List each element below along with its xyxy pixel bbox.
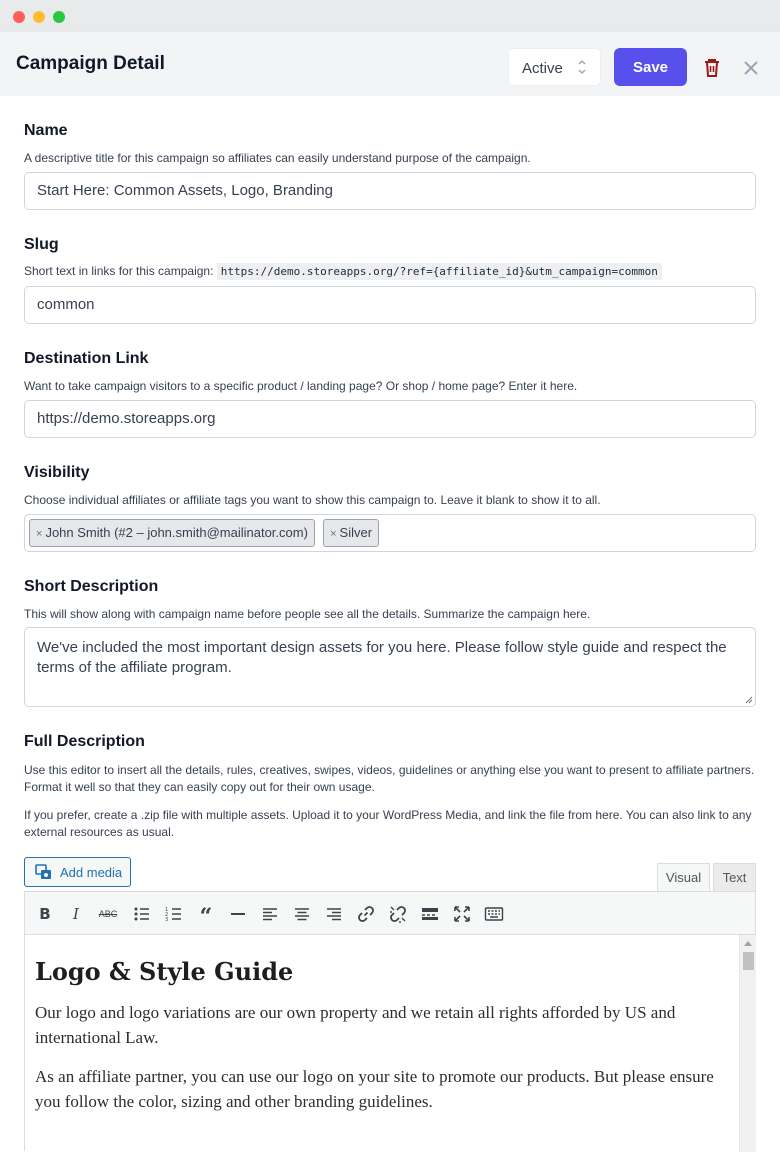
unlink-icon[interactable] (388, 904, 408, 924)
visibility-tags-input[interactable] (24, 514, 756, 552)
full-description-help-2: If you prefer, create a .zip file with multiple assets. Upload it to your WordPress Media, and link the file from here. You can also link to any external resources as usual. (24, 808, 752, 839)
tab-text[interactable]: Text (713, 863, 756, 892)
save-button[interactable]: Save (614, 48, 687, 86)
tag-label: Silver (339, 525, 373, 540)
slug-label: Slug (24, 236, 59, 253)
svg-text:3: 3 (165, 917, 169, 923)
short-description-textarea[interactable] (24, 627, 756, 707)
close-icon[interactable] (742, 59, 760, 77)
maximize-window-dot[interactable] (53, 11, 65, 23)
strikethrough-icon[interactable]: ABC (98, 909, 118, 919)
align-right-icon[interactable] (324, 904, 344, 924)
minimize-window-dot[interactable] (33, 11, 45, 23)
status-value: Active (522, 60, 563, 77)
visibility-label: Visibility (24, 464, 90, 481)
media-icon (35, 864, 53, 881)
align-left-icon[interactable] (260, 904, 280, 924)
visibility-tag[interactable] (29, 519, 315, 547)
campaign-header (0, 32, 780, 96)
visibility-tag[interactable] (323, 519, 379, 547)
editor-toolbar (25, 892, 755, 935)
slug-help-text: Short text in links for this campaign: (24, 264, 214, 278)
close-window-dot[interactable] (13, 11, 25, 23)
remove-tag-icon[interactable]: × (36, 528, 43, 540)
window-titlebar (0, 0, 780, 32)
svg-text:1: 1 (165, 907, 169, 913)
scroll-up-arrow-icon[interactable] (744, 941, 752, 946)
add-media-button[interactable] (24, 857, 131, 887)
blockquote-icon[interactable]: “ (199, 904, 213, 930)
bold-icon[interactable]: B (39, 905, 51, 923)
scroll-thumb[interactable] (743, 952, 754, 970)
rich-text-editor (24, 891, 756, 1151)
slug-example-link: https://demo.storeapps.org/?ref={affiliate_id}&utm_campaign=common (217, 263, 662, 280)
short-description-label: Short Description (24, 578, 159, 595)
updown-chevron-icon (577, 57, 587, 77)
horizontal-rule-icon[interactable] (228, 904, 248, 924)
svg-text:2: 2 (165, 912, 169, 918)
tag-label: John Smith (#2 – john.smith@mailinator.com) (45, 525, 308, 540)
name-help: A descriptive title for this campaign so affiliates can easily understand purpose of the campaign. (24, 151, 531, 165)
status-select[interactable] (508, 48, 601, 86)
add-media-label: Add media (60, 865, 123, 880)
short-description-value: We've included the most important design assets for you here. Please follow style guide and respect the terms of the affiliate program. (37, 639, 727, 676)
slug-input[interactable]: common (24, 286, 756, 324)
page-title: Campaign Detail (16, 53, 165, 74)
remove-tag-icon[interactable]: × (330, 528, 337, 540)
destination-help: Want to take campaign visitors to a specific product / landing page? Or shop / home page? Enter it here. (24, 379, 578, 393)
full-description-label: Full Description (24, 733, 145, 750)
bullet-list-icon[interactable] (132, 904, 152, 924)
destination-input[interactable]: https://demo.storeapps.org (24, 400, 756, 438)
name-label: Name (24, 122, 68, 139)
fullscreen-icon[interactable] (452, 904, 472, 924)
trash-icon[interactable] (703, 58, 721, 78)
full-description-help-1: Use this editor to insert all the details, rules, creatives, swipes, videos, guidelines or anything else you want to present to affiliate partners. Format it well so that they can easily copy out for their own usage. (24, 763, 755, 794)
short-description-help: This will show along with campaign name before people see all the details. Summarize the campaign here. (24, 607, 591, 621)
toolbar-toggle-icon[interactable] (484, 904, 504, 924)
numbered-list-icon[interactable] (164, 904, 184, 924)
visibility-help: Choose individual affiliates or affiliate tags you want to show this campaign to. Leave it blank to show it to all. (24, 493, 601, 507)
content-paragraph: As an affiliate partner, you can use our logo on your site to promote our products. But please ensure you follow the color, sizing and other branding guidelines. (35, 1067, 714, 1111)
link-icon[interactable] (356, 904, 376, 924)
align-center-icon[interactable] (292, 904, 312, 924)
content-heading: Logo & Style Guide (35, 957, 294, 986)
italic-icon[interactable]: I (73, 905, 79, 923)
slug-help (24, 264, 662, 278)
editor-content[interactable] (25, 935, 739, 1152)
editor-scrollbar[interactable] (739, 935, 756, 1152)
read-more-icon[interactable] (420, 904, 440, 924)
name-input[interactable]: Start Here: Common Assets, Logo, Branding (24, 172, 756, 210)
destination-label: Destination Link (24, 350, 149, 367)
tab-visual[interactable]: Visual (657, 863, 710, 892)
content-paragraph: Our logo and logo variations are our own property and we retain all rights afforded by US and international Law. (35, 1003, 676, 1047)
resize-handle-icon[interactable] (745, 696, 753, 704)
